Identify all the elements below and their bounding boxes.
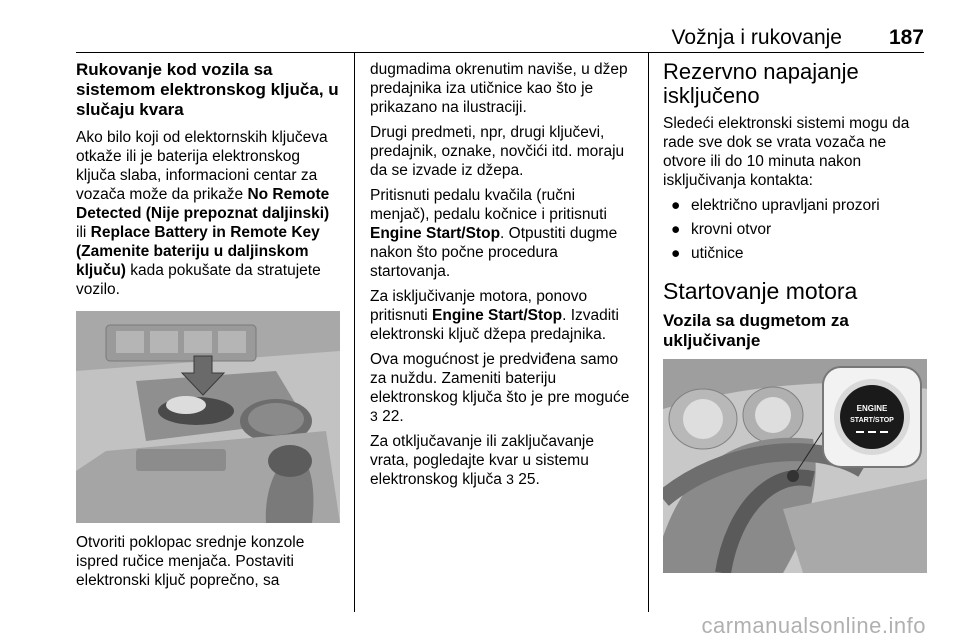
watermark: carmanualsonline.info (701, 613, 926, 638)
section-heading-fault: Rukovanje kod vozila sa sistemom elektronskog ključa, u slučaju kvara (76, 60, 339, 119)
column-divider-1 (354, 52, 355, 612)
paragraph-unlock: Za otključavanje ili zaključavanje vrata, pogledajte kvar u sistemu elektronskog ključa 3 25. (370, 433, 595, 488)
bullet-icon: ● (671, 245, 681, 262)
column-divider-2 (648, 52, 649, 612)
subheading-start-button: Vozila sa dugmetom za uključivanje (663, 311, 849, 350)
list-item: ● krovni otvor (671, 221, 772, 238)
column-3 (663, 60, 927, 573)
backup-systems-list (663, 196, 927, 263)
section-heading-backup-power: Rezervno napajanje isključeno (663, 59, 859, 108)
page-ref-icon[interactable]: 3 (506, 471, 514, 487)
paragraph-stop: Za isključivanje motora, ponovo pritisnuti Engine Start/Stop. Izvaditi elektronski ključ džepa predajnika. (370, 288, 619, 343)
page-number: 187 (888, 26, 924, 49)
dashboard-start-button-illustration (663, 359, 927, 573)
page-ref-icon[interactable]: 3 (370, 408, 378, 424)
paragraph-start: Pritisnuti pedalu kvačila (ručni menjač), pedalu kočnice i pritisnuti Engine Start/Stop. Otpustiti dugme nakon što počne procedura startovanja. (370, 187, 618, 280)
dashboard-illustration-svg (663, 359, 927, 573)
paragraph-backup-intro: Sledeći elektronski sistemi mogu da rade sve dok se vrata vozača ne otvore ili do 10 minuta nakon isključivanja kontakta: (663, 115, 910, 189)
bullet-icon: ● (671, 221, 681, 238)
paragraph-fault: Ako bilo koji od elektornskih ključeva otkaže ili je baterija elektronskog ključa slaba, informacioni centar za vozača može da prikaže No Remote Detected (Nije prepoznat daljinski) ili Replace Battery in Remote Key (Zamenite bateriju u daljinskom ključu) kada pokušate da stratujete vozilo. (76, 129, 330, 298)
column-2 (370, 60, 634, 495)
figure-caption: Otvoriti poklopac srednje konzole ispred ručice menjača. Postaviti elektronski ključ poprečno, sa (76, 534, 305, 589)
list-item: ● električno upravljani prozori (671, 197, 880, 214)
paragraph-other-objects: Drugi predmeti, npr, drugi ključevi, predajnik, oznake, novčići itd. moraju da se izvade iz džepa. (370, 124, 625, 179)
console-illustration-svg (76, 311, 340, 523)
paragraph-emergency: Ova mogućnost je predviđena samo za nuždu. Zameniti bateriju elektronskog ključa što je pre moguće 3 22. (370, 351, 630, 425)
engine-button-label-1: ENGINE (856, 404, 888, 413)
page-header (76, 26, 924, 50)
column-1 (76, 60, 340, 596)
header-rule (76, 52, 924, 53)
running-title: Vožnja i rukovanje (671, 26, 842, 49)
list-item: ● utičnice (671, 245, 744, 262)
console-key-pocket-illustration (76, 311, 340, 523)
section-heading-starting: Startovanje motora (663, 278, 858, 304)
engine-button-label-2: START/STOP (850, 417, 894, 424)
paragraph-pocket: dugmadima okrenutim naviše, u džep predajnika iza utičnice kao što je prikazano na ilustraciji. (370, 61, 628, 116)
bullet-icon: ● (671, 197, 681, 214)
